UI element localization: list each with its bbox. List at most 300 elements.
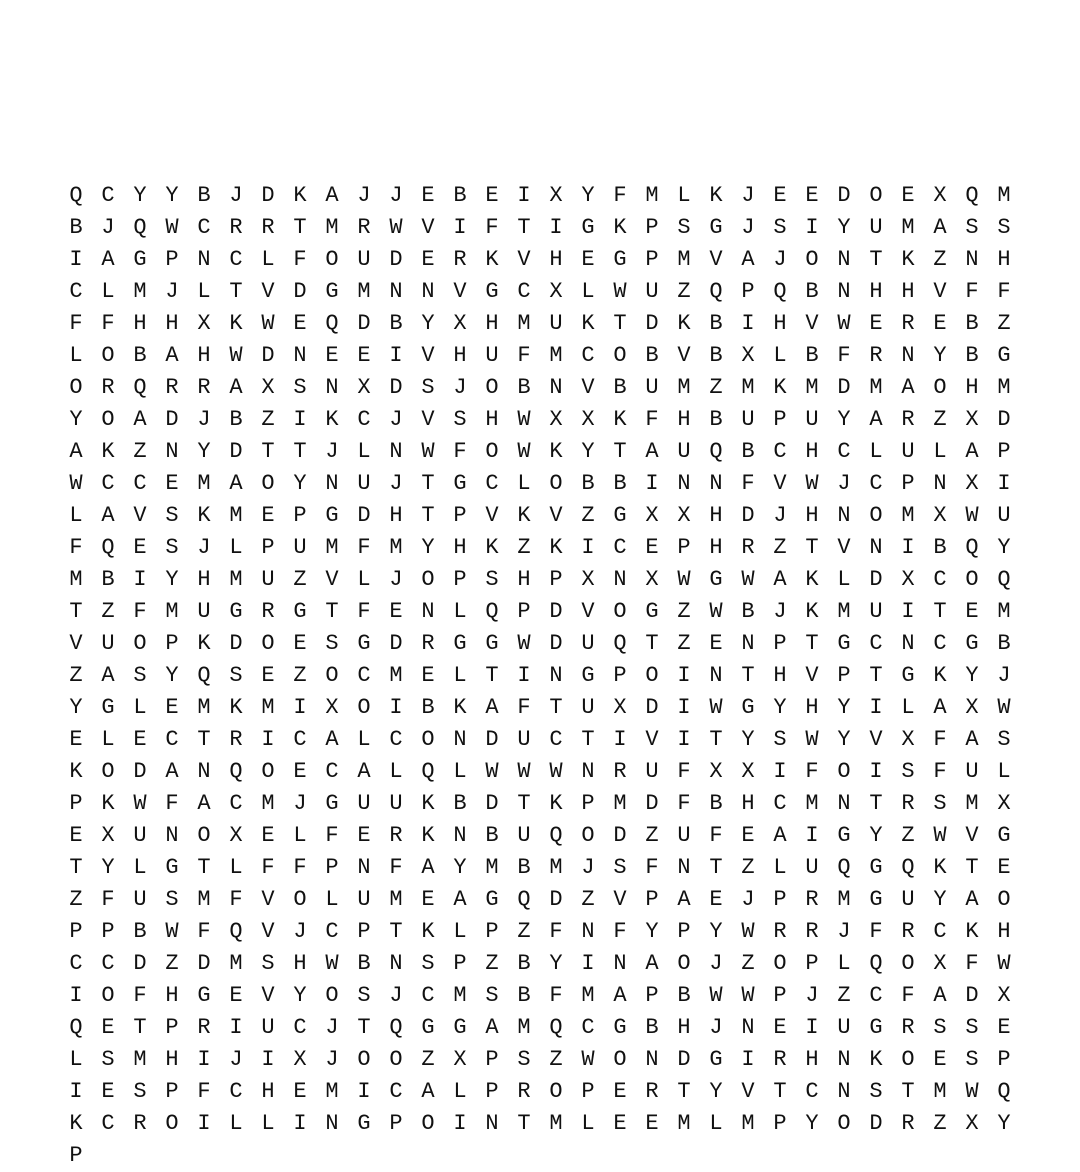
grid-cell[interactable]: B <box>357 951 371 976</box>
grid-cell[interactable]: A <box>965 439 979 464</box>
grid-cell[interactable]: K <box>69 759 83 784</box>
grid-cell[interactable]: Q <box>549 823 563 848</box>
grid-cell[interactable]: M <box>901 503 915 528</box>
grid-cell[interactable]: K <box>549 535 563 560</box>
grid-cell[interactable]: C <box>549 727 563 752</box>
grid-cell[interactable]: Z <box>69 663 83 688</box>
grid-cell[interactable]: Z <box>933 247 947 272</box>
grid-cell[interactable]: U <box>965 759 979 784</box>
grid-cell[interactable]: Z <box>293 663 307 688</box>
grid-cell[interactable]: U <box>869 599 883 624</box>
grid-cell[interactable]: M <box>741 1111 755 1136</box>
grid-cell[interactable]: H <box>485 407 499 432</box>
grid-cell[interactable]: W <box>997 951 1011 976</box>
grid-cell[interactable]: J <box>997 663 1011 688</box>
grid-cell[interactable]: P <box>773 631 787 656</box>
grid-cell[interactable]: F <box>645 855 659 880</box>
grid-cell[interactable]: B <box>645 343 659 368</box>
grid-cell[interactable]: R <box>197 1015 211 1040</box>
grid-cell[interactable]: E <box>709 631 723 656</box>
grid-cell[interactable]: O <box>325 983 339 1008</box>
grid-cell[interactable]: U <box>357 887 371 912</box>
grid-cell[interactable]: O <box>581 823 595 848</box>
grid-cell[interactable]: P <box>837 663 851 688</box>
grid-cell[interactable]: A <box>869 407 883 432</box>
grid-cell[interactable]: O <box>421 1111 435 1136</box>
grid-cell[interactable]: O <box>965 567 979 592</box>
grid-cell[interactable]: I <box>229 1015 243 1040</box>
grid-cell[interactable]: E <box>229 983 243 1008</box>
grid-cell[interactable]: G <box>485 631 499 656</box>
grid-cell[interactable]: N <box>837 503 851 528</box>
grid-cell[interactable]: A <box>645 439 659 464</box>
grid-cell[interactable]: X <box>677 503 691 528</box>
grid-cell[interactable]: M <box>197 471 211 496</box>
grid-cell[interactable]: R <box>805 887 819 912</box>
grid-cell[interactable]: T <box>133 1015 147 1040</box>
grid-cell[interactable]: E <box>485 183 499 208</box>
grid-cell[interactable]: L <box>709 1111 723 1136</box>
grid-cell[interactable]: D <box>549 631 563 656</box>
grid-cell[interactable]: H <box>773 311 787 336</box>
grid-cell[interactable]: H <box>805 1047 819 1072</box>
grid-cell[interactable]: P <box>69 791 83 816</box>
grid-cell[interactable]: F <box>69 535 83 560</box>
grid-cell[interactable]: M <box>389 535 403 560</box>
grid-cell[interactable]: T <box>965 855 979 880</box>
grid-cell[interactable]: G <box>709 1047 723 1072</box>
grid-cell[interactable]: P <box>901 471 915 496</box>
grid-cell[interactable]: C <box>101 183 115 208</box>
grid-cell[interactable]: G <box>613 1015 627 1040</box>
grid-cell[interactable]: W <box>229 343 243 368</box>
grid-cell[interactable]: W <box>133 791 147 816</box>
grid-cell[interactable]: A <box>453 887 467 912</box>
grid-cell[interactable]: Q <box>965 535 979 560</box>
grid-cell[interactable]: K <box>549 791 563 816</box>
grid-cell[interactable]: G <box>453 1015 467 1040</box>
grid-cell[interactable]: E <box>645 1111 659 1136</box>
grid-cell[interactable]: Y <box>709 1079 723 1104</box>
grid-cell[interactable]: T <box>677 1079 691 1104</box>
grid-cell[interactable]: C <box>389 727 403 752</box>
grid-cell[interactable]: D <box>965 983 979 1008</box>
grid-cell[interactable]: I <box>517 663 531 688</box>
grid-cell[interactable]: M <box>165 599 179 624</box>
grid-cell[interactable]: L <box>357 727 371 752</box>
grid-cell[interactable]: O <box>613 599 627 624</box>
grid-cell[interactable]: M <box>197 887 211 912</box>
grid-cell[interactable]: W <box>933 823 947 848</box>
grid-cell[interactable]: W <box>581 1047 595 1072</box>
grid-cell[interactable]: R <box>901 1111 915 1136</box>
grid-cell[interactable]: O <box>293 887 307 912</box>
grid-cell[interactable]: M <box>453 983 467 1008</box>
grid-cell[interactable]: K <box>709 183 723 208</box>
grid-cell[interactable]: U <box>645 279 659 304</box>
grid-cell[interactable]: T <box>229 279 243 304</box>
grid-cell[interactable]: O <box>805 247 819 272</box>
grid-cell[interactable]: C <box>933 919 947 944</box>
grid-cell[interactable]: B <box>453 791 467 816</box>
grid-cell[interactable]: R <box>645 1079 659 1104</box>
grid-cell[interactable]: J <box>389 983 403 1008</box>
grid-cell[interactable]: O <box>325 663 339 688</box>
grid-cell[interactable]: E <box>293 311 307 336</box>
grid-cell[interactable]: C <box>101 951 115 976</box>
grid-cell[interactable]: Q <box>965 183 979 208</box>
grid-cell[interactable]: N <box>293 343 307 368</box>
grid-cell[interactable]: M <box>677 375 691 400</box>
grid-cell[interactable]: S <box>261 951 275 976</box>
grid-cell[interactable]: B <box>741 599 755 624</box>
grid-cell[interactable]: P <box>645 887 659 912</box>
grid-cell[interactable]: Y <box>805 1111 819 1136</box>
grid-cell[interactable]: K <box>197 503 211 528</box>
grid-cell[interactable]: G <box>709 567 723 592</box>
grid-cell[interactable]: D <box>549 599 563 624</box>
grid-cell[interactable]: N <box>709 471 723 496</box>
grid-cell[interactable]: Y <box>741 727 755 752</box>
grid-cell[interactable]: X <box>453 311 467 336</box>
grid-cell[interactable]: V <box>581 375 595 400</box>
grid-cell[interactable]: T <box>69 599 83 624</box>
grid-cell[interactable]: J <box>389 183 403 208</box>
grid-cell[interactable]: M <box>869 375 883 400</box>
grid-cell[interactable]: A <box>485 695 499 720</box>
grid-cell[interactable]: Z <box>581 503 595 528</box>
grid-cell[interactable]: M <box>133 1047 147 1072</box>
grid-cell[interactable]: O <box>485 439 499 464</box>
grid-cell[interactable]: G <box>165 855 179 880</box>
grid-cell[interactable]: E <box>133 727 147 752</box>
grid-cell[interactable]: N <box>197 759 211 784</box>
grid-cell[interactable]: B <box>517 983 531 1008</box>
grid-cell[interactable]: D <box>837 183 851 208</box>
grid-cell[interactable]: I <box>869 695 883 720</box>
grid-cell[interactable]: I <box>261 1047 275 1072</box>
grid-cell[interactable]: F <box>293 855 307 880</box>
grid-cell[interactable]: D <box>645 311 659 336</box>
grid-cell[interactable]: J <box>197 535 211 560</box>
grid-cell[interactable]: M <box>197 695 211 720</box>
grid-cell[interactable]: R <box>517 1079 531 1104</box>
grid-cell[interactable]: K <box>869 1047 883 1072</box>
grid-cell[interactable]: W <box>261 311 275 336</box>
grid-cell[interactable]: C <box>869 983 883 1008</box>
grid-cell[interactable]: L <box>261 1111 275 1136</box>
grid-cell[interactable]: M <box>645 183 659 208</box>
grid-cell[interactable]: Y <box>165 183 179 208</box>
grid-cell[interactable]: O <box>133 631 147 656</box>
grid-cell[interactable]: O <box>773 951 787 976</box>
grid-cell[interactable]: T <box>773 1079 787 1104</box>
grid-cell[interactable]: L <box>453 599 467 624</box>
grid-cell[interactable]: H <box>997 247 1011 272</box>
grid-cell[interactable]: W <box>741 983 755 1008</box>
grid-cell[interactable]: I <box>69 1079 83 1104</box>
grid-cell[interactable]: I <box>997 471 1011 496</box>
grid-cell[interactable]: N <box>325 375 339 400</box>
grid-cell[interactable]: D <box>997 407 1011 432</box>
grid-cell[interactable]: F <box>389 855 403 880</box>
grid-cell[interactable]: Y <box>293 471 307 496</box>
grid-cell[interactable]: M <box>261 791 275 816</box>
grid-cell[interactable]: N <box>325 1111 339 1136</box>
grid-cell[interactable]: F <box>997 279 1011 304</box>
grid-cell[interactable]: V <box>805 663 819 688</box>
grid-cell[interactable]: E <box>965 599 979 624</box>
grid-cell[interactable]: Q <box>197 663 211 688</box>
grid-cell[interactable]: P <box>997 439 1011 464</box>
grid-cell[interactable]: W <box>389 215 403 240</box>
grid-cell[interactable]: B <box>613 375 627 400</box>
grid-cell[interactable]: E <box>613 1079 627 1104</box>
grid-cell[interactable]: C <box>101 471 115 496</box>
grid-cell[interactable]: D <box>485 791 499 816</box>
grid-cell[interactable]: D <box>165 407 179 432</box>
grid-cell[interactable]: M <box>549 1111 563 1136</box>
grid-cell[interactable]: J <box>805 983 819 1008</box>
grid-cell[interactable]: E <box>933 1047 947 1072</box>
grid-cell[interactable]: C <box>357 407 371 432</box>
grid-cell[interactable]: Q <box>325 311 339 336</box>
grid-cell[interactable]: L <box>773 855 787 880</box>
grid-cell[interactable]: R <box>741 535 755 560</box>
grid-cell[interactable]: Q <box>421 759 435 784</box>
grid-cell[interactable]: A <box>965 887 979 912</box>
grid-cell[interactable]: A <box>485 1015 499 1040</box>
grid-cell[interactable]: E <box>741 823 755 848</box>
grid-cell[interactable]: K <box>421 919 435 944</box>
grid-cell[interactable]: C <box>229 247 243 272</box>
grid-cell[interactable]: Q <box>549 1015 563 1040</box>
grid-cell[interactable]: K <box>933 855 947 880</box>
grid-cell[interactable]: X <box>581 407 595 432</box>
grid-cell[interactable]: Q <box>389 1015 403 1040</box>
grid-cell[interactable]: C <box>325 919 339 944</box>
grid-cell[interactable]: G <box>869 887 883 912</box>
grid-cell[interactable]: K <box>677 311 691 336</box>
grid-cell[interactable]: Y <box>837 695 851 720</box>
grid-cell[interactable]: J <box>101 215 115 240</box>
grid-cell[interactable]: V <box>421 215 435 240</box>
grid-cell[interactable]: O <box>261 471 275 496</box>
grid-cell[interactable]: Y <box>645 919 659 944</box>
grid-cell[interactable]: F <box>645 407 659 432</box>
grid-cell[interactable]: P <box>293 503 307 528</box>
grid-cell[interactable]: X <box>645 503 659 528</box>
grid-cell[interactable]: Y <box>69 407 83 432</box>
grid-cell[interactable]: K <box>549 439 563 464</box>
grid-cell[interactable]: A <box>101 503 115 528</box>
grid-cell[interactable]: P <box>453 503 467 528</box>
grid-cell[interactable]: Y <box>69 695 83 720</box>
grid-cell[interactable]: K <box>485 247 499 272</box>
grid-cell[interactable]: O <box>197 823 211 848</box>
grid-cell[interactable]: L <box>69 1047 83 1072</box>
grid-cell[interactable]: U <box>293 535 307 560</box>
grid-cell[interactable]: A <box>357 759 371 784</box>
grid-cell[interactable]: E <box>69 823 83 848</box>
grid-cell[interactable]: W <box>325 951 339 976</box>
grid-cell[interactable]: I <box>645 471 659 496</box>
grid-cell[interactable]: F <box>517 343 531 368</box>
grid-cell[interactable]: D <box>389 247 403 272</box>
grid-cell[interactable]: L <box>133 855 147 880</box>
grid-cell[interactable]: G <box>357 631 371 656</box>
grid-cell[interactable]: T <box>613 439 627 464</box>
grid-cell[interactable]: U <box>197 599 211 624</box>
grid-cell[interactable]: K <box>101 791 115 816</box>
grid-cell[interactable]: S <box>965 1047 979 1072</box>
grid-cell[interactable]: G <box>581 215 595 240</box>
grid-cell[interactable]: P <box>325 855 339 880</box>
grid-cell[interactable]: T <box>517 791 531 816</box>
grid-cell[interactable]: H <box>549 247 563 272</box>
grid-cell[interactable]: T <box>293 439 307 464</box>
grid-cell[interactable]: X <box>197 311 211 336</box>
grid-cell[interactable]: V <box>485 503 499 528</box>
grid-cell[interactable]: N <box>197 247 211 272</box>
grid-cell[interactable]: L <box>69 503 83 528</box>
grid-cell[interactable]: S <box>421 375 435 400</box>
grid-cell[interactable]: Y <box>709 919 723 944</box>
grid-cell[interactable]: V <box>261 983 275 1008</box>
grid-cell[interactable]: A <box>101 663 115 688</box>
grid-cell[interactable]: D <box>389 375 403 400</box>
grid-cell[interactable]: V <box>453 279 467 304</box>
grid-cell[interactable]: U <box>869 215 883 240</box>
grid-cell[interactable]: I <box>677 695 691 720</box>
grid-cell[interactable]: M <box>69 567 83 592</box>
grid-cell[interactable]: O <box>389 1047 403 1072</box>
grid-cell[interactable]: D <box>645 695 659 720</box>
grid-cell[interactable]: V <box>261 919 275 944</box>
grid-cell[interactable]: D <box>741 503 755 528</box>
grid-cell[interactable]: S <box>517 1047 531 1072</box>
grid-cell[interactable]: X <box>965 407 979 432</box>
grid-cell[interactable]: I <box>677 727 691 752</box>
grid-cell[interactable]: F <box>229 887 243 912</box>
grid-cell[interactable]: G <box>613 247 627 272</box>
grid-cell[interactable]: W <box>517 759 531 784</box>
grid-cell[interactable]: B <box>453 183 467 208</box>
grid-cell[interactable]: C <box>197 215 211 240</box>
grid-cell[interactable]: W <box>709 983 723 1008</box>
grid-cell[interactable]: A <box>933 983 947 1008</box>
grid-cell[interactable]: C <box>773 439 787 464</box>
grid-cell[interactable]: X <box>933 183 947 208</box>
grid-cell[interactable]: I <box>453 215 467 240</box>
grid-cell[interactable]: X <box>965 1111 979 1136</box>
grid-cell[interactable]: O <box>261 631 275 656</box>
grid-cell[interactable]: V <box>261 279 275 304</box>
grid-cell[interactable]: Z <box>581 887 595 912</box>
grid-cell[interactable]: Z <box>101 599 115 624</box>
grid-cell[interactable]: M <box>549 855 563 880</box>
grid-cell[interactable]: P <box>581 1079 595 1104</box>
grid-cell[interactable]: N <box>709 663 723 688</box>
grid-cell[interactable]: N <box>837 1079 851 1104</box>
grid-cell[interactable]: H <box>197 343 211 368</box>
grid-cell[interactable]: A <box>69 439 83 464</box>
grid-cell[interactable]: O <box>101 759 115 784</box>
grid-cell[interactable]: W <box>165 919 179 944</box>
grid-cell[interactable]: F <box>357 535 371 560</box>
grid-cell[interactable]: G <box>485 279 499 304</box>
grid-cell[interactable]: P <box>453 951 467 976</box>
grid-cell[interactable]: W <box>677 567 691 592</box>
grid-cell[interactable]: S <box>901 759 915 784</box>
grid-cell[interactable]: S <box>421 951 435 976</box>
grid-cell[interactable]: A <box>933 215 947 240</box>
grid-cell[interactable]: E <box>869 311 883 336</box>
grid-cell[interactable]: E <box>133 535 147 560</box>
grid-cell[interactable]: P <box>645 247 659 272</box>
grid-cell[interactable]: N <box>389 279 403 304</box>
grid-cell[interactable]: E <box>997 1015 1011 1040</box>
grid-cell[interactable]: M <box>997 599 1011 624</box>
grid-cell[interactable]: Z <box>741 951 755 976</box>
grid-cell[interactable]: O <box>549 1079 563 1104</box>
grid-cell[interactable]: V <box>709 247 723 272</box>
grid-cell[interactable]: E <box>773 183 787 208</box>
grid-cell[interactable]: A <box>901 375 915 400</box>
grid-cell[interactable]: W <box>997 695 1011 720</box>
grid-cell[interactable]: F <box>677 791 691 816</box>
grid-cell[interactable]: B <box>645 1015 659 1040</box>
grid-cell[interactable]: W <box>549 759 563 784</box>
grid-cell[interactable]: G <box>325 279 339 304</box>
grid-cell[interactable]: L <box>901 695 915 720</box>
grid-cell[interactable]: U <box>101 631 115 656</box>
grid-cell[interactable]: N <box>549 663 563 688</box>
grid-cell[interactable]: F <box>549 983 563 1008</box>
grid-cell[interactable]: H <box>389 503 403 528</box>
grid-cell[interactable]: C <box>933 631 947 656</box>
grid-cell[interactable]: K <box>613 407 627 432</box>
grid-cell[interactable]: R <box>901 311 915 336</box>
grid-cell[interactable]: D <box>549 887 563 912</box>
grid-cell[interactable]: H <box>165 983 179 1008</box>
grid-cell[interactable]: A <box>165 759 179 784</box>
grid-cell[interactable]: T <box>709 855 723 880</box>
grid-cell[interactable]: K <box>805 599 819 624</box>
grid-cell[interactable]: E <box>261 663 275 688</box>
grid-cell[interactable]: J <box>581 855 595 880</box>
grid-cell[interactable]: P <box>165 1015 179 1040</box>
grid-cell[interactable]: N <box>389 951 403 976</box>
grid-cell[interactable]: W <box>709 599 723 624</box>
grid-cell[interactable]: J <box>837 471 851 496</box>
grid-cell[interactable]: M <box>229 951 243 976</box>
grid-cell[interactable]: N <box>741 1015 755 1040</box>
grid-cell[interactable]: E <box>293 631 307 656</box>
grid-cell[interactable]: G <box>741 695 755 720</box>
grid-cell[interactable]: R <box>901 919 915 944</box>
grid-cell[interactable]: L <box>69 343 83 368</box>
grid-cell[interactable]: G <box>837 823 851 848</box>
grid-cell[interactable]: W <box>517 407 531 432</box>
grid-cell[interactable]: F <box>709 823 723 848</box>
grid-cell[interactable]: P <box>165 247 179 272</box>
grid-cell[interactable]: S <box>485 567 499 592</box>
grid-cell[interactable]: E <box>421 183 435 208</box>
grid-cell[interactable]: A <box>933 695 947 720</box>
grid-cell[interactable]: X <box>357 375 371 400</box>
grid-cell[interactable]: J <box>773 503 787 528</box>
